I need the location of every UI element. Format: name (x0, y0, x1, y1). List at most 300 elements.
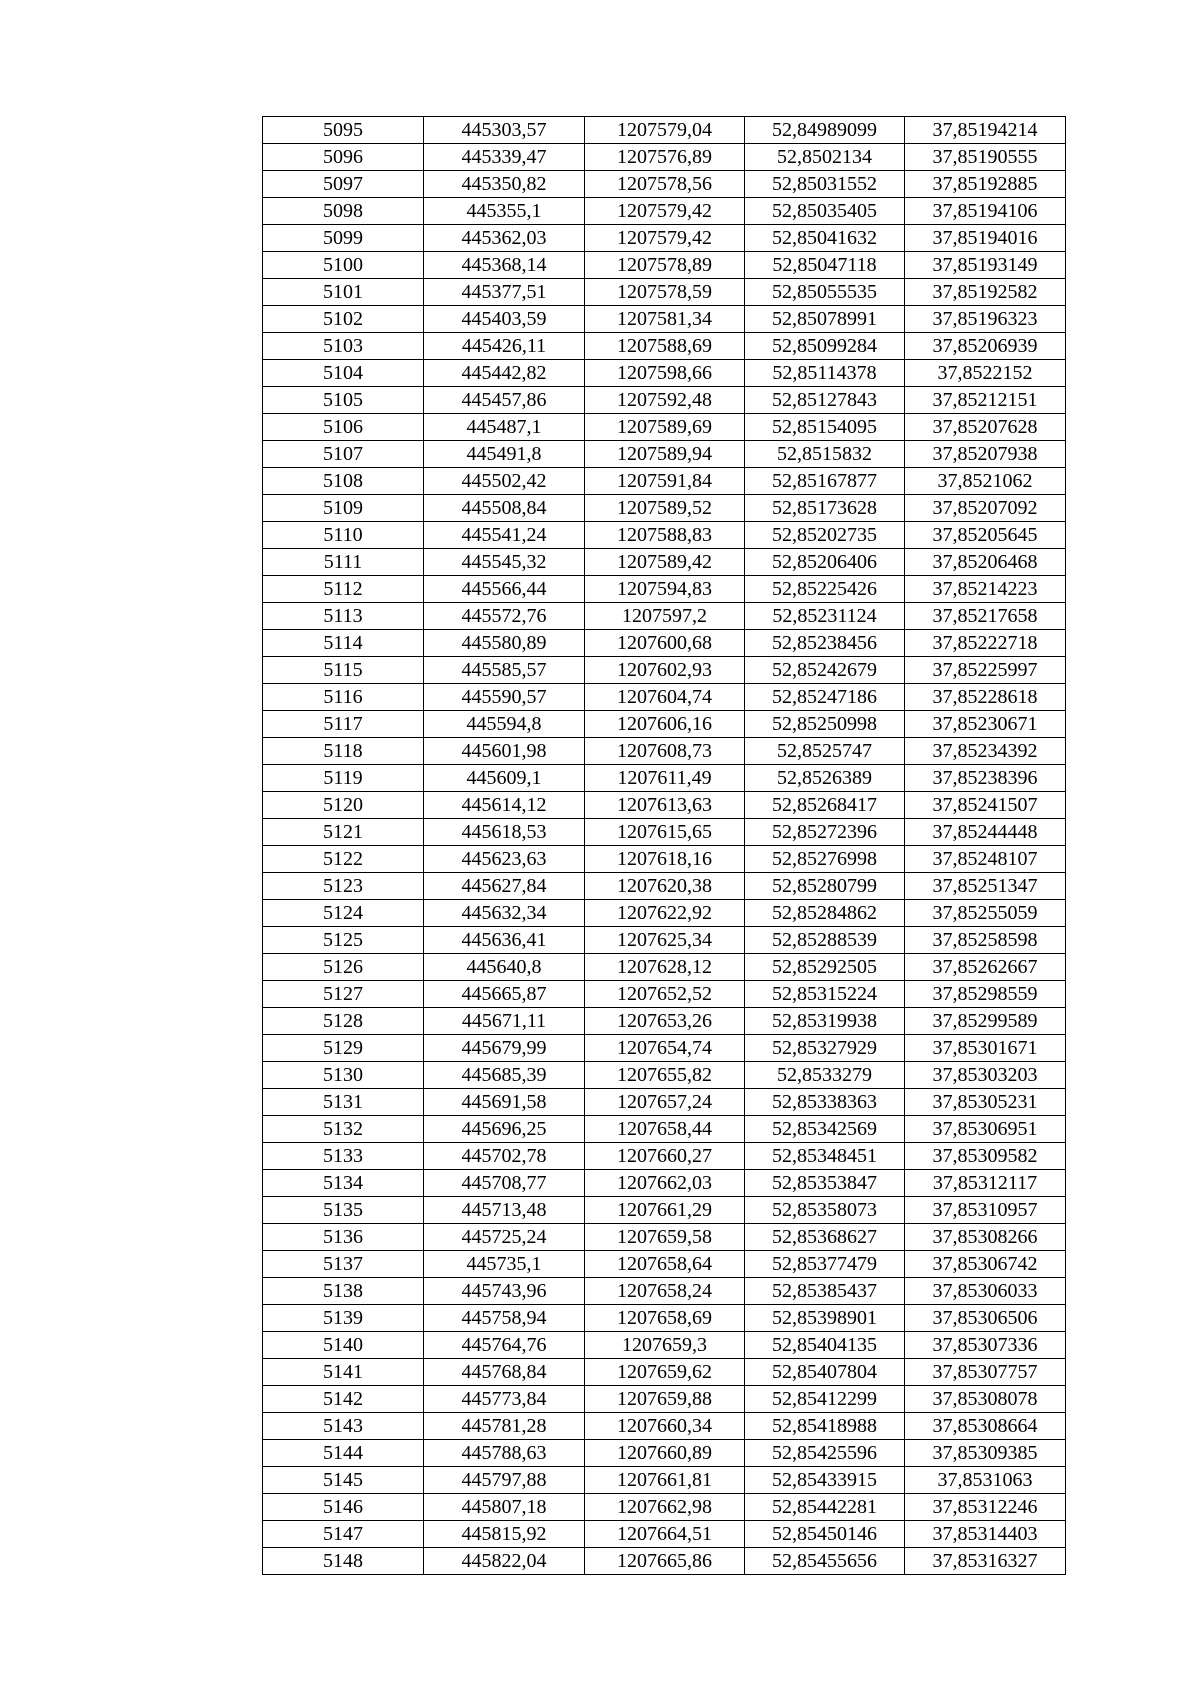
y-coordinate-cell: 1207579,04 (585, 117, 745, 144)
longitude-cell: 37,85192885 (905, 171, 1066, 198)
table-row (263, 711, 1066, 738)
latitude-cell: 52,84989099 (745, 117, 905, 144)
longitude-cell: 37,85194106 (905, 198, 1066, 225)
latitude-cell: 52,85442281 (745, 1494, 905, 1521)
x-coordinate-cell: 445781,28 (424, 1413, 585, 1440)
y-coordinate-cell: 1207576,89 (585, 144, 745, 171)
longitude-cell: 37,85301671 (905, 1035, 1066, 1062)
table-row (263, 981, 1066, 1008)
coordinates-table (262, 116, 1066, 1575)
table-row (263, 1143, 1066, 1170)
latitude-cell: 52,85398901 (745, 1305, 905, 1332)
point-number-cell: 5133 (263, 1143, 424, 1170)
point-number-cell: 5128 (263, 1008, 424, 1035)
x-coordinate-cell: 445377,51 (424, 279, 585, 306)
table-row (263, 468, 1066, 495)
x-coordinate-cell: 445671,11 (424, 1008, 585, 1035)
longitude-cell: 37,85255059 (905, 900, 1066, 927)
table-row (263, 1008, 1066, 1035)
table-row (263, 360, 1066, 387)
x-coordinate-cell: 445623,63 (424, 846, 585, 873)
table-row (263, 1278, 1066, 1305)
x-coordinate-cell: 445545,32 (424, 549, 585, 576)
point-number-cell: 5132 (263, 1116, 424, 1143)
point-number-cell: 5142 (263, 1386, 424, 1413)
x-coordinate-cell: 445426,11 (424, 333, 585, 360)
longitude-cell: 37,85228618 (905, 684, 1066, 711)
y-coordinate-cell: 1207655,82 (585, 1062, 745, 1089)
x-coordinate-cell: 445487,1 (424, 414, 585, 441)
latitude-cell: 52,85238456 (745, 630, 905, 657)
x-coordinate-cell: 445368,14 (424, 252, 585, 279)
x-coordinate-cell: 445339,47 (424, 144, 585, 171)
latitude-cell: 52,85127843 (745, 387, 905, 414)
longitude-cell: 37,85258598 (905, 927, 1066, 954)
point-number-cell: 5137 (263, 1251, 424, 1278)
x-coordinate-cell: 445807,18 (424, 1494, 585, 1521)
table-row (263, 252, 1066, 279)
point-number-cell: 5108 (263, 468, 424, 495)
latitude-cell: 52,8525747 (745, 738, 905, 765)
y-coordinate-cell: 1207600,68 (585, 630, 745, 657)
latitude-cell: 52,85348451 (745, 1143, 905, 1170)
y-coordinate-cell: 1207664,51 (585, 1521, 745, 1548)
longitude-cell: 37,85306033 (905, 1278, 1066, 1305)
latitude-cell: 52,85338363 (745, 1089, 905, 1116)
point-number-cell: 5145 (263, 1467, 424, 1494)
point-number-cell: 5106 (263, 414, 424, 441)
y-coordinate-cell: 1207588,69 (585, 333, 745, 360)
table-row (263, 630, 1066, 657)
y-coordinate-cell: 1207622,92 (585, 900, 745, 927)
latitude-cell: 52,85173628 (745, 495, 905, 522)
longitude-cell: 37,85196323 (905, 306, 1066, 333)
latitude-cell: 52,8533279 (745, 1062, 905, 1089)
latitude-cell: 52,85268417 (745, 792, 905, 819)
y-coordinate-cell: 1207592,48 (585, 387, 745, 414)
latitude-cell: 52,85242679 (745, 657, 905, 684)
point-number-cell: 5146 (263, 1494, 424, 1521)
x-coordinate-cell: 445685,39 (424, 1062, 585, 1089)
longitude-cell: 37,85251347 (905, 873, 1066, 900)
x-coordinate-cell: 445572,76 (424, 603, 585, 630)
table-row (263, 1548, 1066, 1575)
longitude-cell: 37,85307336 (905, 1332, 1066, 1359)
point-number-cell: 5147 (263, 1521, 424, 1548)
longitude-cell: 37,85309385 (905, 1440, 1066, 1467)
latitude-cell: 52,85407804 (745, 1359, 905, 1386)
latitude-cell: 52,85047118 (745, 252, 905, 279)
y-coordinate-cell: 1207588,83 (585, 522, 745, 549)
table-row (263, 1305, 1066, 1332)
y-coordinate-cell: 1207659,88 (585, 1386, 745, 1413)
table-row (263, 1224, 1066, 1251)
point-number-cell: 5131 (263, 1089, 424, 1116)
longitude-cell: 37,85307757 (905, 1359, 1066, 1386)
x-coordinate-cell: 445442,82 (424, 360, 585, 387)
longitude-cell: 37,85217658 (905, 603, 1066, 630)
table-row (263, 387, 1066, 414)
longitude-cell: 37,85212151 (905, 387, 1066, 414)
point-number-cell: 5129 (263, 1035, 424, 1062)
table-row (263, 441, 1066, 468)
longitude-cell: 37,85207628 (905, 414, 1066, 441)
x-coordinate-cell: 445764,76 (424, 1332, 585, 1359)
latitude-cell: 52,85292505 (745, 954, 905, 981)
latitude-cell: 52,85035405 (745, 198, 905, 225)
y-coordinate-cell: 1207620,38 (585, 873, 745, 900)
x-coordinate-cell: 445350,82 (424, 171, 585, 198)
longitude-cell: 37,85306742 (905, 1251, 1066, 1278)
longitude-cell: 37,85207938 (905, 441, 1066, 468)
point-number-cell: 5113 (263, 603, 424, 630)
y-coordinate-cell: 1207578,59 (585, 279, 745, 306)
point-number-cell: 5109 (263, 495, 424, 522)
longitude-cell: 37,85222718 (905, 630, 1066, 657)
point-number-cell: 5111 (263, 549, 424, 576)
table-row (263, 873, 1066, 900)
point-number-cell: 5144 (263, 1440, 424, 1467)
latitude-cell: 52,8502134 (745, 144, 905, 171)
x-coordinate-cell: 445541,24 (424, 522, 585, 549)
x-coordinate-cell: 445508,84 (424, 495, 585, 522)
y-coordinate-cell: 1207581,34 (585, 306, 745, 333)
y-coordinate-cell: 1207662,03 (585, 1170, 745, 1197)
longitude-cell: 37,85262667 (905, 954, 1066, 981)
longitude-cell: 37,85194016 (905, 225, 1066, 252)
table-row (263, 927, 1066, 954)
table-row (263, 279, 1066, 306)
x-coordinate-cell: 445735,1 (424, 1251, 585, 1278)
latitude-cell: 52,85280799 (745, 873, 905, 900)
table-row (263, 846, 1066, 873)
longitude-cell: 37,85308266 (905, 1224, 1066, 1251)
x-coordinate-cell: 445725,24 (424, 1224, 585, 1251)
table-row (263, 1035, 1066, 1062)
y-coordinate-cell: 1207604,74 (585, 684, 745, 711)
longitude-cell: 37,85244448 (905, 819, 1066, 846)
latitude-cell: 52,85231124 (745, 603, 905, 630)
x-coordinate-cell: 445590,57 (424, 684, 585, 711)
table-row (263, 1116, 1066, 1143)
longitude-cell: 37,85306951 (905, 1116, 1066, 1143)
longitude-cell: 37,85316327 (905, 1548, 1066, 1575)
longitude-cell: 37,85309582 (905, 1143, 1066, 1170)
x-coordinate-cell: 445713,48 (424, 1197, 585, 1224)
latitude-cell: 52,85425596 (745, 1440, 905, 1467)
point-number-cell: 5104 (263, 360, 424, 387)
table-row (263, 306, 1066, 333)
x-coordinate-cell: 445585,57 (424, 657, 585, 684)
latitude-cell: 52,85154095 (745, 414, 905, 441)
longitude-cell: 37,85306506 (905, 1305, 1066, 1332)
table-row (263, 738, 1066, 765)
x-coordinate-cell: 445640,8 (424, 954, 585, 981)
y-coordinate-cell: 1207662,98 (585, 1494, 745, 1521)
x-coordinate-cell: 445788,63 (424, 1440, 585, 1467)
table-row (263, 333, 1066, 360)
point-number-cell: 5134 (263, 1170, 424, 1197)
table-row (263, 1251, 1066, 1278)
point-number-cell: 5130 (263, 1062, 424, 1089)
point-number-cell: 5138 (263, 1278, 424, 1305)
latitude-cell: 52,85315224 (745, 981, 905, 1008)
y-coordinate-cell: 1207608,73 (585, 738, 745, 765)
x-coordinate-cell: 445702,78 (424, 1143, 585, 1170)
table-row (263, 414, 1066, 441)
y-coordinate-cell: 1207597,2 (585, 603, 745, 630)
x-coordinate-cell: 445768,84 (424, 1359, 585, 1386)
table-row (263, 1359, 1066, 1386)
latitude-cell: 52,85114378 (745, 360, 905, 387)
y-coordinate-cell: 1207606,16 (585, 711, 745, 738)
point-number-cell: 5122 (263, 846, 424, 873)
y-coordinate-cell: 1207589,52 (585, 495, 745, 522)
x-coordinate-cell: 445609,1 (424, 765, 585, 792)
y-coordinate-cell: 1207628,12 (585, 954, 745, 981)
y-coordinate-cell: 1207657,24 (585, 1089, 745, 1116)
x-coordinate-cell: 445679,99 (424, 1035, 585, 1062)
y-coordinate-cell: 1207578,56 (585, 171, 745, 198)
point-number-cell: 5096 (263, 144, 424, 171)
latitude-cell: 52,85055535 (745, 279, 905, 306)
point-number-cell: 5115 (263, 657, 424, 684)
longitude-cell: 37,85193149 (905, 252, 1066, 279)
table-row (263, 1440, 1066, 1467)
x-coordinate-cell: 445822,04 (424, 1548, 585, 1575)
x-coordinate-cell: 445601,98 (424, 738, 585, 765)
point-number-cell: 5126 (263, 954, 424, 981)
table-row (263, 819, 1066, 846)
y-coordinate-cell: 1207615,65 (585, 819, 745, 846)
x-coordinate-cell: 445614,12 (424, 792, 585, 819)
y-coordinate-cell: 1207659,3 (585, 1332, 745, 1359)
y-coordinate-cell: 1207654,74 (585, 1035, 745, 1062)
point-number-cell: 5101 (263, 279, 424, 306)
x-coordinate-cell: 445691,58 (424, 1089, 585, 1116)
y-coordinate-cell: 1207658,44 (585, 1116, 745, 1143)
latitude-cell: 52,85342569 (745, 1116, 905, 1143)
latitude-cell: 52,85377479 (745, 1251, 905, 1278)
x-coordinate-cell: 445566,44 (424, 576, 585, 603)
point-number-cell: 5119 (263, 765, 424, 792)
y-coordinate-cell: 1207658,64 (585, 1251, 745, 1278)
point-number-cell: 5136 (263, 1224, 424, 1251)
latitude-cell: 52,85319938 (745, 1008, 905, 1035)
longitude-cell: 37,85194214 (905, 117, 1066, 144)
table-row (263, 792, 1066, 819)
point-number-cell: 5107 (263, 441, 424, 468)
point-number-cell: 5099 (263, 225, 424, 252)
latitude-cell: 52,85450146 (745, 1521, 905, 1548)
point-number-cell: 5127 (263, 981, 424, 1008)
x-coordinate-cell: 445502,42 (424, 468, 585, 495)
y-coordinate-cell: 1207660,34 (585, 1413, 745, 1440)
y-coordinate-cell: 1207589,42 (585, 549, 745, 576)
point-number-cell: 5120 (263, 792, 424, 819)
latitude-cell: 52,85455656 (745, 1548, 905, 1575)
longitude-cell: 37,85305231 (905, 1089, 1066, 1116)
x-coordinate-cell: 445797,88 (424, 1467, 585, 1494)
latitude-cell: 52,8515832 (745, 441, 905, 468)
point-number-cell: 5103 (263, 333, 424, 360)
table-row (263, 1089, 1066, 1116)
table-row (263, 576, 1066, 603)
longitude-cell: 37,85225997 (905, 657, 1066, 684)
table-row (263, 225, 1066, 252)
point-number-cell: 5141 (263, 1359, 424, 1386)
latitude-cell: 52,85276998 (745, 846, 905, 873)
longitude-cell: 37,85238396 (905, 765, 1066, 792)
point-number-cell: 5112 (263, 576, 424, 603)
table-row (263, 1494, 1066, 1521)
latitude-cell: 52,85078991 (745, 306, 905, 333)
point-number-cell: 5148 (263, 1548, 424, 1575)
latitude-cell: 52,85031552 (745, 171, 905, 198)
table-row (263, 1332, 1066, 1359)
y-coordinate-cell: 1207579,42 (585, 225, 745, 252)
table-row (263, 765, 1066, 792)
longitude-cell: 37,85314403 (905, 1521, 1066, 1548)
table-row (263, 1062, 1066, 1089)
longitude-cell: 37,85310957 (905, 1197, 1066, 1224)
x-coordinate-cell: 445618,53 (424, 819, 585, 846)
x-coordinate-cell: 445696,25 (424, 1116, 585, 1143)
point-number-cell: 5097 (263, 171, 424, 198)
table-row (263, 198, 1066, 225)
table-row (263, 144, 1066, 171)
latitude-cell: 52,85225426 (745, 576, 905, 603)
latitude-cell: 52,85272396 (745, 819, 905, 846)
x-coordinate-cell: 445708,77 (424, 1170, 585, 1197)
longitude-cell: 37,85192582 (905, 279, 1066, 306)
point-number-cell: 5102 (263, 306, 424, 333)
longitude-cell: 37,85230671 (905, 711, 1066, 738)
latitude-cell: 52,85404135 (745, 1332, 905, 1359)
latitude-cell: 52,85368627 (745, 1224, 905, 1251)
y-coordinate-cell: 1207598,66 (585, 360, 745, 387)
table-row (263, 684, 1066, 711)
x-coordinate-cell: 445303,57 (424, 117, 585, 144)
latitude-cell: 52,85385437 (745, 1278, 905, 1305)
table-row (263, 171, 1066, 198)
x-coordinate-cell: 445403,59 (424, 306, 585, 333)
x-coordinate-cell: 445743,96 (424, 1278, 585, 1305)
longitude-cell: 37,8522152 (905, 360, 1066, 387)
longitude-cell: 37,85299589 (905, 1008, 1066, 1035)
latitude-cell: 52,85041632 (745, 225, 905, 252)
table-row (263, 522, 1066, 549)
table-row (263, 657, 1066, 684)
longitude-cell: 37,8531063 (905, 1467, 1066, 1494)
y-coordinate-cell: 1207653,26 (585, 1008, 745, 1035)
point-number-cell: 5121 (263, 819, 424, 846)
table-body (263, 117, 1066, 1575)
point-number-cell: 5098 (263, 198, 424, 225)
latitude-cell: 52,85358073 (745, 1197, 905, 1224)
point-number-cell: 5095 (263, 117, 424, 144)
y-coordinate-cell: 1207589,94 (585, 441, 745, 468)
longitude-cell: 37,85308078 (905, 1386, 1066, 1413)
point-number-cell: 5124 (263, 900, 424, 927)
x-coordinate-cell: 445594,8 (424, 711, 585, 738)
point-number-cell: 5123 (263, 873, 424, 900)
x-coordinate-cell: 445491,8 (424, 441, 585, 468)
y-coordinate-cell: 1207661,81 (585, 1467, 745, 1494)
x-coordinate-cell: 445580,89 (424, 630, 585, 657)
latitude-cell: 52,85206406 (745, 549, 905, 576)
y-coordinate-cell: 1207659,62 (585, 1359, 745, 1386)
point-number-cell: 5105 (263, 387, 424, 414)
y-coordinate-cell: 1207578,89 (585, 252, 745, 279)
point-number-cell: 5110 (263, 522, 424, 549)
table-row (263, 954, 1066, 981)
y-coordinate-cell: 1207611,49 (585, 765, 745, 792)
y-coordinate-cell: 1207659,58 (585, 1224, 745, 1251)
longitude-cell: 37,85308664 (905, 1413, 1066, 1440)
latitude-cell: 52,85288539 (745, 927, 905, 954)
table-row (263, 603, 1066, 630)
longitude-cell: 37,85207092 (905, 495, 1066, 522)
point-number-cell: 5100 (263, 252, 424, 279)
y-coordinate-cell: 1207652,52 (585, 981, 745, 1008)
point-number-cell: 5118 (263, 738, 424, 765)
y-coordinate-cell: 1207618,16 (585, 846, 745, 873)
x-coordinate-cell: 445355,1 (424, 198, 585, 225)
y-coordinate-cell: 1207594,83 (585, 576, 745, 603)
table-row (263, 1170, 1066, 1197)
x-coordinate-cell: 445758,94 (424, 1305, 585, 1332)
point-number-cell: 5125 (263, 927, 424, 954)
latitude-cell: 52,85250998 (745, 711, 905, 738)
y-coordinate-cell: 1207658,69 (585, 1305, 745, 1332)
latitude-cell: 52,85167877 (745, 468, 905, 495)
table-row (263, 549, 1066, 576)
longitude-cell: 37,85234392 (905, 738, 1066, 765)
y-coordinate-cell: 1207665,86 (585, 1548, 745, 1575)
table-row (263, 117, 1066, 144)
x-coordinate-cell: 445773,84 (424, 1386, 585, 1413)
latitude-cell: 52,85412299 (745, 1386, 905, 1413)
table-row (263, 1197, 1066, 1224)
x-coordinate-cell: 445362,03 (424, 225, 585, 252)
longitude-cell: 37,85298559 (905, 981, 1066, 1008)
longitude-cell: 37,85241507 (905, 792, 1066, 819)
x-coordinate-cell: 445627,84 (424, 873, 585, 900)
y-coordinate-cell: 1207658,24 (585, 1278, 745, 1305)
longitude-cell: 37,85312117 (905, 1170, 1066, 1197)
x-coordinate-cell: 445457,86 (424, 387, 585, 414)
longitude-cell: 37,85303203 (905, 1062, 1066, 1089)
point-number-cell: 5135 (263, 1197, 424, 1224)
y-coordinate-cell: 1207661,29 (585, 1197, 745, 1224)
point-number-cell: 5143 (263, 1413, 424, 1440)
latitude-cell: 52,8526389 (745, 765, 905, 792)
x-coordinate-cell: 445815,92 (424, 1521, 585, 1548)
latitude-cell: 52,85247186 (745, 684, 905, 711)
table-row (263, 1521, 1066, 1548)
y-coordinate-cell: 1207579,42 (585, 198, 745, 225)
x-coordinate-cell: 445636,41 (424, 927, 585, 954)
latitude-cell: 52,85099284 (745, 333, 905, 360)
longitude-cell: 37,85190555 (905, 144, 1066, 171)
table-row (263, 1386, 1066, 1413)
latitude-cell: 52,85284862 (745, 900, 905, 927)
x-coordinate-cell: 445665,87 (424, 981, 585, 1008)
y-coordinate-cell: 1207625,34 (585, 927, 745, 954)
longitude-cell: 37,85205645 (905, 522, 1066, 549)
point-number-cell: 5114 (263, 630, 424, 657)
